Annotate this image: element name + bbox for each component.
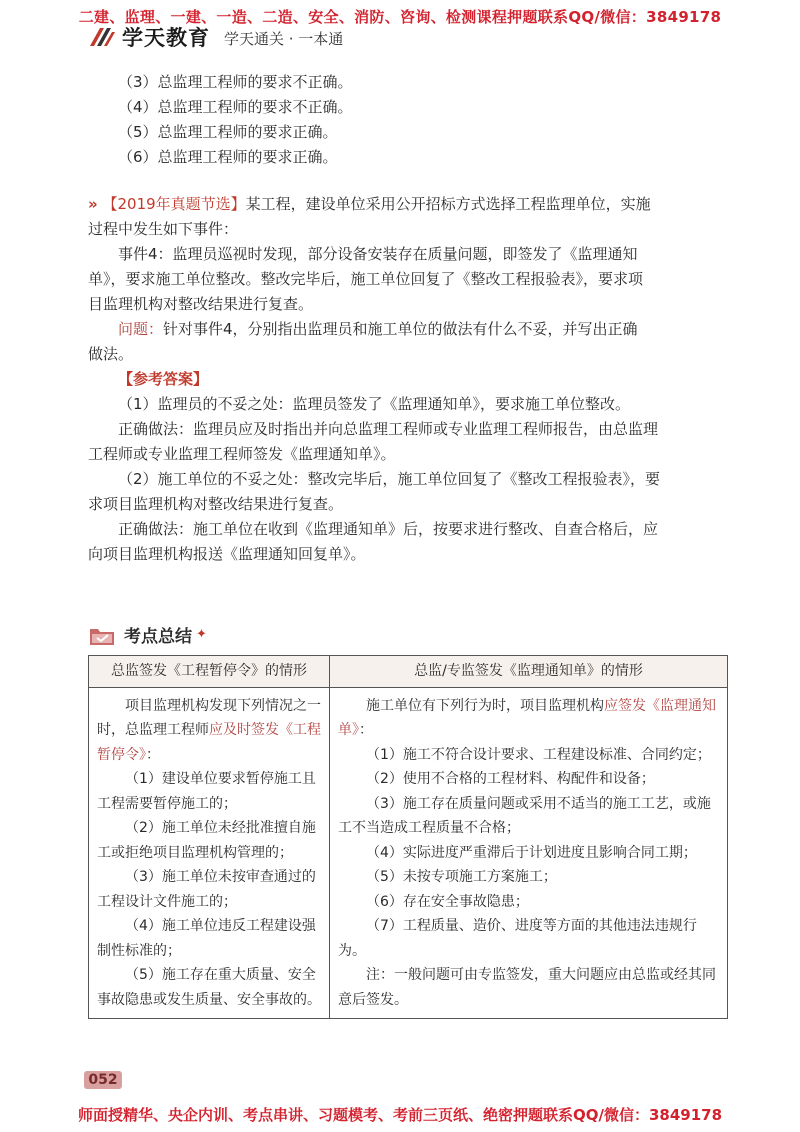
question-tag: 【2019年真题节选】 <box>102 195 246 213</box>
star-icon: ✦ <box>196 627 207 642</box>
ask-text-1: 针对事件4，分别指出监理员和施工单位的做法有什么不妥，并写出正确 <box>163 320 638 338</box>
col1-intro-colon: ： <box>146 746 160 763</box>
event-line: 事件4：监理员巡视时发现，部分设备安装存在质量问题，即签发了《监理通知 <box>118 245 638 263</box>
col2-intro <box>338 694 719 743</box>
ask-text-2: 做法。 <box>88 345 134 363</box>
brand-row <box>88 22 343 52</box>
answer-line: 工程师或专业监理工程师签发《监理通知单》。 <box>88 445 396 463</box>
col2-item: （3）施工存在质量问题或采用不适当的施工工艺，或施工不当造成工程质量不合格； <box>338 795 711 836</box>
event-line: 单》，要求施工单位整改。整改完毕后，施工单位回复了《整改工程报验表》，要求项 <box>88 270 644 288</box>
brand-slogan: 学天通关 · 一本通 <box>224 30 344 48</box>
answer-line: 向项目监理机构报送《监理通知回复单》。 <box>88 545 366 563</box>
top-banner: 二建、监理、一建、一造、二造、安全、消防、咨询、检测课程押题联系QQ/微信：3849178 <box>78 8 722 26</box>
col2-item: （2）使用不合格的工程材料、构配件和设备； <box>366 771 655 787</box>
col1-item: （1）建设单位要求暂停施工且工程需要暂停施工的； <box>97 771 316 812</box>
page-number: 052 <box>84 1071 122 1089</box>
question-intro-1: 某工程，建设单位采用公开招标方式选择工程监理单位，实施 <box>245 195 651 213</box>
answer-line: （2）施工单位的不妥之处：整改完毕后，施工单位回复了《整改工程报验表》，要 <box>118 470 661 488</box>
summary-heading <box>88 622 207 647</box>
prev-answer: （5）总监理工程师的要求正确。 <box>118 123 338 141</box>
brand-logo-icon <box>88 26 116 48</box>
col1-item: （3）施工单位未按审查通过的工程设计文件施工的； <box>97 869 316 910</box>
col1-intro-highlight: 应及时签发《工程暂停令》 <box>97 722 321 763</box>
col2-item: （1）施工不符合设计要求、工程建设标准、合同约定； <box>366 746 711 763</box>
question-intro-2: 过程中发生如下事件： <box>88 220 239 238</box>
col1-header: 总监签发《工程暂停令》的情形 <box>89 656 330 688</box>
question-ask <box>88 317 728 342</box>
col2-item: （7）工程质量、造价、进度等方面的其他违法违规行为。 <box>338 918 697 959</box>
ask-label: 问题： <box>118 320 164 338</box>
col1-cell <box>89 687 330 1019</box>
arrow-icon: » <box>88 195 98 213</box>
folder-icon <box>88 623 116 647</box>
col1-intro-text: 项目监理机构发现下列情况之一时，总监理工程师 <box>97 697 321 738</box>
col2-item: （6）存在安全事故隐患； <box>366 893 529 910</box>
brand-name: 学天教育 <box>122 26 210 50</box>
prev-answer: （6）总监理工程师的要求正确。 <box>118 148 338 166</box>
col1-item: （5）施工存在重大质量、安全事故隐患或发生质量、安全事故的。 <box>97 967 321 1008</box>
col1-intro <box>97 694 321 768</box>
question-intro <box>88 192 728 217</box>
summary-table <box>88 655 728 1019</box>
col2-cell <box>330 687 728 1019</box>
col2-note: 注：一般问题可由专监签发，重大问题应由总监或经其同意后签发。 <box>338 967 716 1008</box>
answer-line: 正确做法：施工单位在收到《监理通知单》后，按要求进行整改、自查合格后，应 <box>118 520 659 538</box>
answer-line: （1）监理员的不妥之处：监理员签发了《监理通知单》，要求施工单位整改。 <box>118 395 631 413</box>
event-line: 目监理机构对整改结果进行复查。 <box>88 295 314 313</box>
main-content <box>88 70 728 567</box>
col1-item: （2）施工单位未经批准擅自施工或拒绝项目监理机构管理的； <box>97 820 316 861</box>
prev-answer: （3）总监理工程师的要求不正确。 <box>118 73 353 91</box>
prev-answer: （4）总监理工程师的要求不正确。 <box>118 98 353 116</box>
col2-intro-highlight: 应签发《监理通知单》 <box>338 697 716 738</box>
summary-title: 考点总结 <box>124 627 192 647</box>
col2-intro-colon: ： <box>359 722 373 738</box>
col2-item: （5）未按专项施工方案施工； <box>366 869 557 885</box>
col2-item: （4）实际进度严重滞后于计划进度且影响合同工期； <box>366 844 697 861</box>
answer-line: 求项目监理机构对整改结果进行复查。 <box>88 495 344 513</box>
answer-line: 正确做法：监理员应及时指出并向总监理工程师或专业监理工程师报告，由总监理 <box>118 420 659 438</box>
col2-intro-text: 施工单位有下列行为时，项目监理机构 <box>366 697 604 714</box>
bottom-banner: 师面授精华、央企内训、考点串讲、习题模考、考前三页纸、绝密押题联系QQ/微信：3849178 <box>77 1106 723 1124</box>
col1-item: （4）施工单位违反工程建设强制性标准的； <box>97 918 316 959</box>
answer-title: 【参考答案】 <box>118 370 209 388</box>
col2-header: 总监/专监签发《监理通知单》的情形 <box>330 656 728 688</box>
